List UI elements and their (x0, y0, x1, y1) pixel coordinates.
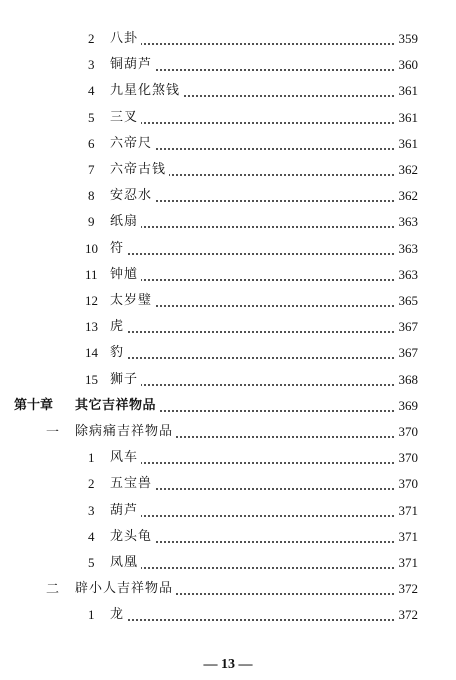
toc-entry (0, 81, 456, 101)
toc-entry-page: 362 (396, 162, 419, 178)
toc-entry (0, 343, 456, 363)
toc-entry-title: 六帝古钱 (110, 162, 169, 178)
toc-entry-page: 370 (396, 424, 419, 440)
toc-entry-number: 13 (85, 319, 98, 335)
toc-entry-title: 其它吉祥物品 (75, 398, 159, 414)
toc-entry-title: 符 (110, 241, 127, 257)
toc-entry-number: 15 (85, 371, 98, 387)
toc-entry-number: 第十章 (14, 397, 54, 413)
toc-dot-leader (120, 531, 394, 543)
toc-entry (0, 317, 456, 337)
toc-entry-number: 3 (88, 502, 95, 518)
toc-dot-leader (120, 374, 394, 386)
toc-entry-page: 361 (396, 110, 419, 126)
toc-dot-leader (120, 478, 394, 490)
toc-entry-page: 370 (396, 450, 419, 466)
toc-entry-page: 372 (396, 607, 419, 623)
toc-entry (0, 212, 456, 232)
toc-entry-page: 367 (396, 319, 419, 335)
toc-entry-number: 7 (88, 162, 95, 177)
toc-dot-leader (120, 59, 394, 71)
toc-entry-number: 2 (88, 476, 95, 492)
toc-entry-page: 370 (396, 476, 419, 492)
toc-entry-page: 372 (396, 581, 419, 597)
toc-entry-title: 辟小人吉祥物品 (75, 581, 176, 597)
toc-entry-page: 361 (396, 136, 419, 152)
toc-entry-page: 361 (396, 83, 419, 99)
toc-entry-page: 363 (396, 214, 419, 230)
toc-entry (0, 160, 456, 180)
toc-entry-page: 369 (396, 398, 419, 414)
toc-entry-number: 6 (88, 135, 95, 151)
toc-dot-leader (120, 347, 394, 359)
toc-entry-number: 12 (85, 293, 98, 308)
toc-entry-title: 六帝尺 (110, 136, 155, 152)
toc-entry-number: 一 (46, 424, 60, 439)
toc-entry-page: 371 (396, 529, 419, 545)
toc-entry-title: 狮子 (110, 372, 141, 388)
toc-entry-title: 八卦 (110, 31, 141, 47)
toc-entry-title: 九星化煞钱 (110, 83, 183, 99)
toc-entry-page: 360 (396, 57, 419, 73)
toc-entry (0, 553, 456, 573)
toc-entry-title: 龙头龟 (110, 529, 155, 545)
toc-entry-title: 五宝兽 (110, 476, 155, 492)
toc-entry-title: 安忍水 (110, 188, 155, 204)
toc-entry-title: 铜葫芦 (110, 57, 155, 73)
toc-entry-title: 凤凰 (110, 555, 141, 571)
toc-entry (0, 396, 456, 416)
toc-entry-page: 371 (396, 555, 419, 571)
toc-entry (0, 527, 456, 547)
toc-entry (0, 605, 456, 625)
toc-entry-title: 虎 (110, 319, 127, 335)
toc-entry-title: 太岁璧 (110, 293, 155, 309)
toc-entry-title: 豹 (110, 345, 127, 361)
toc-entry-title: 除病痛吉祥物品 (75, 424, 176, 440)
toc-dot-leader (120, 243, 394, 255)
toc-entry-title: 钟馗 (110, 267, 141, 283)
toc-entry-number: 10 (85, 240, 98, 256)
toc-entry-title: 龙 (110, 607, 127, 623)
toc-entry (0, 29, 456, 49)
toc-entry-page: 359 (396, 31, 419, 47)
toc-entry-number: 2 (88, 31, 95, 46)
toc-dot-leader (120, 269, 394, 281)
toc-entry-page: 365 (396, 293, 419, 309)
toc-dot-leader (120, 557, 394, 569)
toc-entry-title: 葫芦 (110, 503, 141, 519)
toc-dot-leader (120, 321, 394, 333)
toc-entry-number: 4 (88, 528, 95, 544)
toc-entry (0, 448, 456, 468)
toc-entry-number: 5 (88, 109, 95, 125)
toc-entry-number: 14 (85, 345, 98, 361)
toc-entry-title: 纸扇 (110, 214, 141, 230)
toc-entry (0, 474, 456, 494)
toc-entry (0, 291, 456, 311)
toc-entry (0, 501, 456, 521)
toc-entry-number: 3 (88, 57, 95, 73)
toc-entry (0, 239, 456, 259)
toc-entry-number: 4 (88, 83, 95, 99)
toc-dot-leader (120, 190, 394, 202)
toc-entry (0, 422, 456, 442)
toc-entry (0, 579, 456, 599)
toc-entry (0, 186, 456, 206)
toc-dot-leader (120, 505, 394, 517)
toc-entry-page: 363 (396, 241, 419, 257)
toc-entry-page: 371 (396, 503, 419, 519)
toc-entry (0, 134, 456, 154)
toc-entry-page: 368 (396, 372, 419, 388)
toc-entry-title: 三叉 (110, 110, 141, 126)
toc-entry-number: 11 (85, 266, 98, 282)
toc-entry-number: 9 (88, 214, 95, 230)
toc-entry-page: 362 (396, 188, 419, 204)
toc-dot-leader (120, 609, 394, 621)
toc-entry-page: 363 (396, 267, 419, 283)
page-number-footer: — 13 — (203, 657, 253, 672)
toc-entry (0, 370, 456, 390)
toc-dot-leader (120, 295, 394, 307)
toc-entry-number: 1 (88, 450, 95, 466)
toc-entry-title: 风车 (110, 450, 141, 466)
toc-dot-leader (120, 216, 394, 228)
toc-dot-leader (120, 452, 394, 464)
toc-dot-leader (120, 112, 394, 124)
toc-entry (0, 108, 456, 128)
toc-entry-number: 5 (88, 555, 95, 570)
toc-dot-leader (120, 138, 394, 150)
toc-dot-leader (120, 33, 394, 45)
toc-entry-number: 二 (46, 581, 60, 597)
toc-entry (0, 265, 456, 285)
toc-entry-number: 8 (88, 188, 95, 204)
toc-entry-number: 1 (88, 607, 95, 623)
toc-entry-page: 367 (396, 345, 419, 361)
toc-entry (0, 55, 456, 75)
